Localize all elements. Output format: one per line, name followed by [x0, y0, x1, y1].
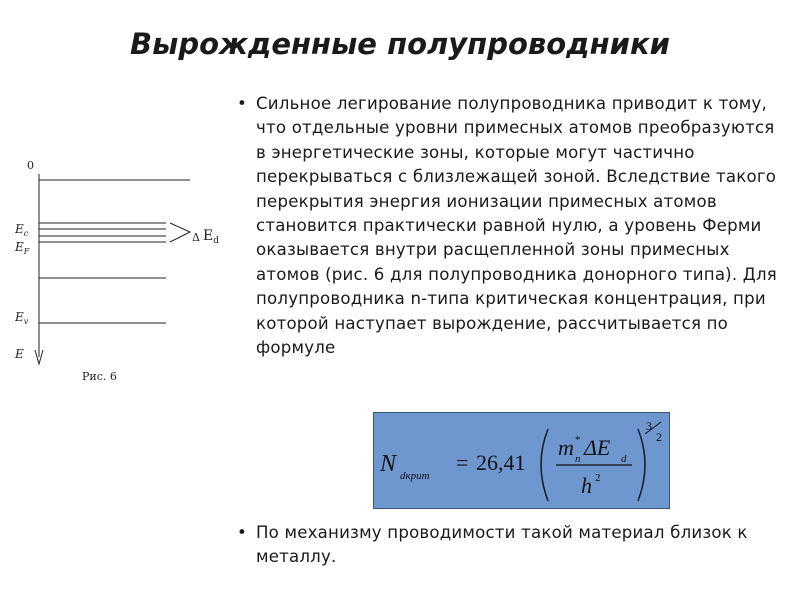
energy-band-diagram: [0, 150, 240, 390]
ef-label: $E_F$: [15, 240, 30, 256]
ev-label: $E_v$: [15, 310, 29, 326]
formula-coefficient: 26,41: [476, 450, 526, 475]
formula-right-paren: [638, 429, 645, 501]
formula-mass-superscript: *: [575, 434, 581, 446]
energy-axis-label: E: [15, 347, 24, 361]
formula-delta-e-subscript: d: [621, 453, 627, 465]
slide-title: Вырожденные полупроводники: [130, 27, 670, 61]
critical-concentration-formula: [373, 412, 670, 509]
zero-level-label: 0: [27, 159, 34, 172]
bullet-marker: •: [237, 94, 247, 113]
formula-graphic: [374, 413, 671, 510]
formula-exponent-denominator: 2: [656, 430, 662, 444]
formula-left-paren: [541, 429, 548, 501]
formula-mass-subscript: n: [575, 453, 581, 465]
formula-n: N: [380, 451, 397, 477]
formula-n-subscript: dкрит: [400, 470, 430, 482]
bullet-text: Сильное легирование полупроводника приводит к тому, что отдельные уровни примесных атомов преобразуются в энергетические зоны, которые могут частично перекрываться с близлежащей зоной. Вследствие такого перекрытия энергия ионизации примесных атомов становится практически равной нулю, а уровень Ферми оказывается внутри расщепленной зоны примесных атомов (рис. 6 для полупроводника донорного типа). Для полупроводника n-типа критическая концентрация, при которой наступает вырождение, рассчитывается по формуле: [256, 94, 777, 358]
formula-mass: m: [558, 435, 574, 460]
bullet-list: [237, 92, 782, 360]
formula-planck: h: [581, 473, 592, 498]
delta-symbol: Δ: [192, 231, 200, 244]
figure-caption: Рис. 6: [82, 370, 117, 383]
ec-label: $E_c$: [15, 222, 29, 238]
formula-delta-e: ΔE: [584, 435, 611, 460]
bullet-list-second: [237, 521, 782, 570]
bullet-item-degenerate-doping: [237, 92, 782, 360]
formula-equals: =: [456, 450, 469, 475]
ed-label: $E_d$: [203, 228, 219, 246]
bullet-marker: •: [237, 523, 247, 542]
delta-ed-bracket: [170, 223, 190, 242]
formula-planck-superscript: 2: [595, 472, 601, 484]
bullet-text: По механизму проводимости такой материал близок к металлу.: [256, 523, 748, 567]
bullet-item-metal-like: [237, 521, 782, 570]
formula-exponent-numerator: 3: [646, 419, 652, 433]
